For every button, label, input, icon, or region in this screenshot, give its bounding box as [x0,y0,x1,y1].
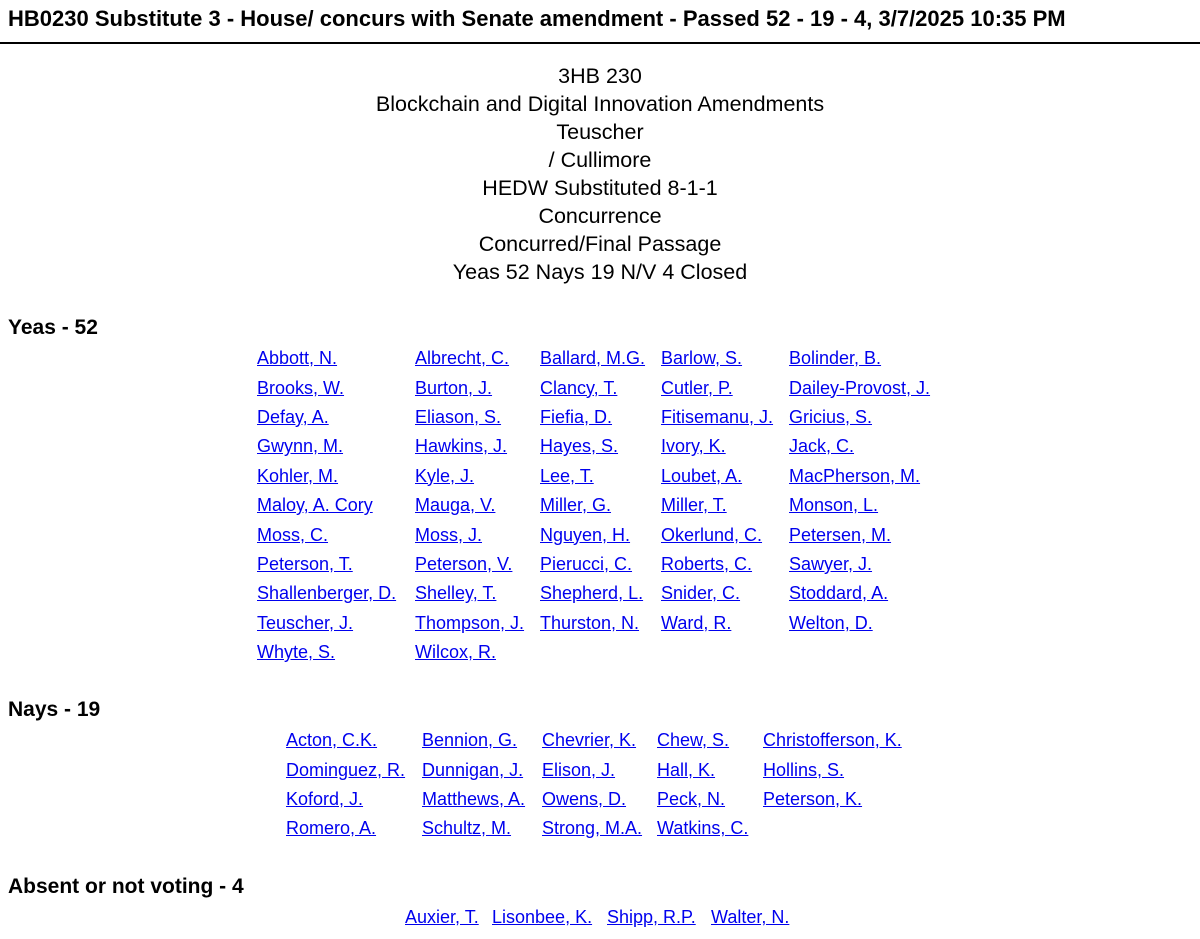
legislator-link[interactable]: Koford, J. [286,788,364,809]
vote-tally: Yeas 52 Nays 19 N/V 4 Closed [452,260,748,284]
vote-row [286,726,923,755]
legislator-link[interactable]: Gwynn, M. [257,436,344,457]
vote-cell [540,550,661,579]
vote-cell [711,903,801,932]
legislator-link[interactable]: Dailey-Provost, J. [789,377,931,398]
legislator-link[interactable]: Schultz, M. [422,818,512,839]
legislator-link[interactable]: Welton, D. [789,612,873,633]
vote-cell [540,432,661,461]
bill-short-title: Blockchain and Digital Innovation Amendments [375,92,825,116]
vote-cell [415,609,540,638]
legislator-link[interactable]: Thompson, J. [415,612,525,633]
legislator-link[interactable]: Whyte, S. [257,642,336,663]
vote-row [257,520,949,549]
vote-cell [540,491,661,520]
legislator-link[interactable]: Elison, J. [542,759,616,780]
legislator-link[interactable]: Clancy, T. [540,377,618,398]
vote-row [405,903,801,932]
vote-row [257,432,949,461]
legislator-link[interactable]: Ballard, M.G. [540,348,646,369]
vote-cell [415,491,540,520]
vote-cell [422,755,542,784]
vote-cell [415,550,540,579]
vote-cell [789,520,949,549]
vote-cell [257,520,415,549]
legislator-link[interactable]: Miller, G. [540,495,612,516]
vote-cell [422,726,542,755]
vote-cell [540,403,661,432]
yeas-heading: Yeas - 52 [8,316,98,339]
legislator-link[interactable]: Shipp, R.P. [607,907,696,928]
legislator-link[interactable]: Hayes, S. [540,436,619,457]
vote-cell [661,609,789,638]
vote-cell [257,344,415,373]
legislator-link[interactable]: Lisonbee, K. [492,907,593,928]
vote-cell [257,579,415,608]
legislator-link[interactable]: Christofferson, K. [763,730,902,751]
vote-cell [415,344,540,373]
legislator-link[interactable]: Hollins, S. [763,759,845,780]
vote-cell [542,814,657,843]
nays-heading: Nays - 19 [8,698,101,721]
vote-cell [540,373,661,402]
legislator-link[interactable]: Moss, J. [415,524,483,545]
legislator-link[interactable]: Mauga, V. [415,495,496,516]
vote-cell [540,344,661,373]
legislator-link[interactable]: Miller, T. [661,495,727,516]
vote-cell [789,432,949,461]
vote-cell [540,462,661,491]
bill-summary [0,62,1200,286]
legislator-link[interactable]: Lee, T. [540,465,594,486]
legislator-link[interactable]: Strong, M.A. [542,818,643,839]
legislator-link[interactable]: Jack, C. [789,436,855,457]
vote-cell [542,726,657,755]
legislator-link[interactable]: Albrecht, C. [415,348,510,369]
legislator-link[interactable]: Owens, D. [542,788,627,809]
vote-cell [607,903,711,932]
vote-cell [661,579,789,608]
vote-cell [763,726,923,755]
legislator-link[interactable]: Brooks, W. [257,377,345,398]
vote-cell [661,373,789,402]
vote-cell [257,550,415,579]
vote-cell [257,491,415,520]
vote-cell [257,403,415,432]
legislator-link[interactable]: Ivory, K. [661,436,726,457]
legislator-link[interactable]: Loubet, A. [661,465,743,486]
vote-cell [286,755,422,784]
vote-cell [415,432,540,461]
vote-cell [286,726,422,755]
legislator-link[interactable]: Romero, A. [286,818,377,839]
legislator-link[interactable]: Matthews, A. [422,788,526,809]
bill-number: 3HB 230 [558,64,642,88]
legislator-link[interactable]: Defay, A. [257,406,329,427]
vote-result-action: Concurred/Final Passage [478,232,722,256]
legislator-link[interactable]: MacPherson, M. [789,465,921,486]
vote-row [257,491,949,520]
legislator-link[interactable]: Ward, R. [661,612,732,633]
vote-cell [763,814,923,843]
legislator-link[interactable]: Peck, N. [657,788,726,809]
vote-cell [657,726,763,755]
legislator-link[interactable]: Peterson, T. [257,553,353,574]
legislator-link[interactable]: Nguyen, H. [540,524,631,545]
vote-cell [789,550,949,579]
vote-cell [789,579,949,608]
vote-cell [657,814,763,843]
vote-cell [257,462,415,491]
legislator-link[interactable]: Peterson, K. [763,788,863,809]
absent-heading: Absent or not voting - 4 [8,875,244,898]
vote-cell [661,462,789,491]
legislator-link[interactable]: Shelley, T. [415,583,497,604]
legislator-link[interactable]: Roberts, C. [661,553,753,574]
vote-cell [422,785,542,814]
bill-floor-sponsor: / Cullimore [548,148,652,172]
vote-cell [661,432,789,461]
legislator-link[interactable]: Kyle, J. [415,465,475,486]
page-title: HB0230 Substitute 3 - House/ concurs with Senate amendment - Passed 52 - 19 - 4, 3/7/2025 10:35 PM [8,6,1066,31]
bill-sponsor: Teuscher [556,120,644,144]
committee-note: HEDW Substituted 8-1-1 [482,176,718,200]
vote-cell [661,520,789,549]
vote-cell [286,785,422,814]
vote-cell [540,609,661,638]
vote-row [286,785,923,814]
vote-cell [542,755,657,784]
legislator-link[interactable]: Watkins, C. [657,818,749,839]
legislator-link[interactable]: Eliason, S. [415,406,502,427]
vote-cell [661,403,789,432]
vote-row [286,755,923,784]
vote-cell [542,785,657,814]
vote-cell [661,491,789,520]
legislator-link[interactable]: Shepherd, L. [540,583,644,604]
legislator-link[interactable]: Shallenberger, D. [257,583,397,604]
legislator-link[interactable]: Auxier, T. [405,907,479,928]
vote-cell [661,638,789,667]
vote-cell [540,579,661,608]
vote-row [286,814,923,843]
vote-cell [286,814,422,843]
vote-cell [257,638,415,667]
legislator-link[interactable]: Fiefia, D. [540,406,613,427]
vote-cell [540,638,661,667]
vote-cell [415,373,540,402]
legislator-link[interactable]: Snider, C. [661,583,741,604]
vote-cell [789,373,949,402]
vote-row [257,638,949,667]
legislator-link[interactable]: Cutler, P. [661,377,733,398]
legislator-link[interactable]: Peterson, V. [415,553,513,574]
legislator-link[interactable]: Petersen, M. [789,524,892,545]
vote-cell [763,785,923,814]
vote-cell [422,814,542,843]
legislator-link[interactable]: Gricius, S. [789,406,873,427]
legislator-link[interactable]: Acton, C.K. [286,730,378,751]
vote-cell [415,462,540,491]
legislator-link[interactable]: Bennion, G. [422,730,518,751]
legislator-link[interactable]: Monson, L. [789,495,879,516]
vote-cell [789,638,949,667]
vote-cell [657,785,763,814]
vote-cell [405,903,492,932]
vote-cell [415,520,540,549]
legislator-link[interactable]: Fitisemanu, J. [661,406,774,427]
vote-cell [415,403,540,432]
legislator-link[interactable]: Kohler, M. [257,465,339,486]
absent-table [405,903,801,932]
legislator-link[interactable]: Chevrier, K. [542,730,637,751]
vote-cell [415,638,540,667]
vote-cell [257,432,415,461]
vote-cell [415,579,540,608]
vote-row [257,462,949,491]
nays-table [286,726,923,844]
vote-row [257,403,949,432]
vote-cell [657,755,763,784]
vote-cell [540,520,661,549]
legislator-link[interactable]: Maloy, A. Cory [257,495,373,516]
vote-cell [763,755,923,784]
vote-row [257,609,949,638]
legislator-link[interactable]: Teuscher, J. [257,612,354,633]
legislator-link[interactable]: Wilcox, R. [415,642,496,663]
vote-row [257,373,949,402]
legislator-link[interactable]: Burton, J. [415,377,493,398]
vote-cell [661,550,789,579]
legislator-link[interactable]: Sawyer, J. [789,553,873,574]
legislator-link[interactable]: Bolinder, B. [789,348,882,369]
vote-cell [257,373,415,402]
vote-cell [789,491,949,520]
vote-cell [492,903,607,932]
legislator-link[interactable]: Dunnigan, J. [422,759,524,780]
legislator-link[interactable]: Okerlund, C. [661,524,763,545]
legislator-link[interactable]: Walter, N. [711,907,790,928]
legislator-link[interactable]: Abbott, N. [257,348,338,369]
legislator-link[interactable]: Hall, K. [657,759,716,780]
legislator-link[interactable]: Chew, S. [657,730,730,751]
vote-action: Concurrence [538,204,662,228]
vote-row [257,550,949,579]
vote-cell [789,609,949,638]
legislator-link[interactable]: Barlow, S. [661,348,743,369]
legislator-link[interactable]: Stoddard, A. [789,583,889,604]
vote-cell [789,344,949,373]
vote-row [257,579,949,608]
vote-cell [661,344,789,373]
vote-cell [789,462,949,491]
vote-row [257,344,949,373]
legislator-link[interactable]: Dominguez, R. [286,759,406,780]
legislator-link[interactable]: Pierucci, C. [540,553,633,574]
vote-cell [257,609,415,638]
legislator-link[interactable]: Moss, C. [257,524,329,545]
legislator-link[interactable]: Hawkins, J. [415,436,508,457]
yeas-table [257,344,949,667]
page-header [0,0,1200,44]
legislator-link[interactable]: Thurston, N. [540,612,640,633]
vote-cell [789,403,949,432]
